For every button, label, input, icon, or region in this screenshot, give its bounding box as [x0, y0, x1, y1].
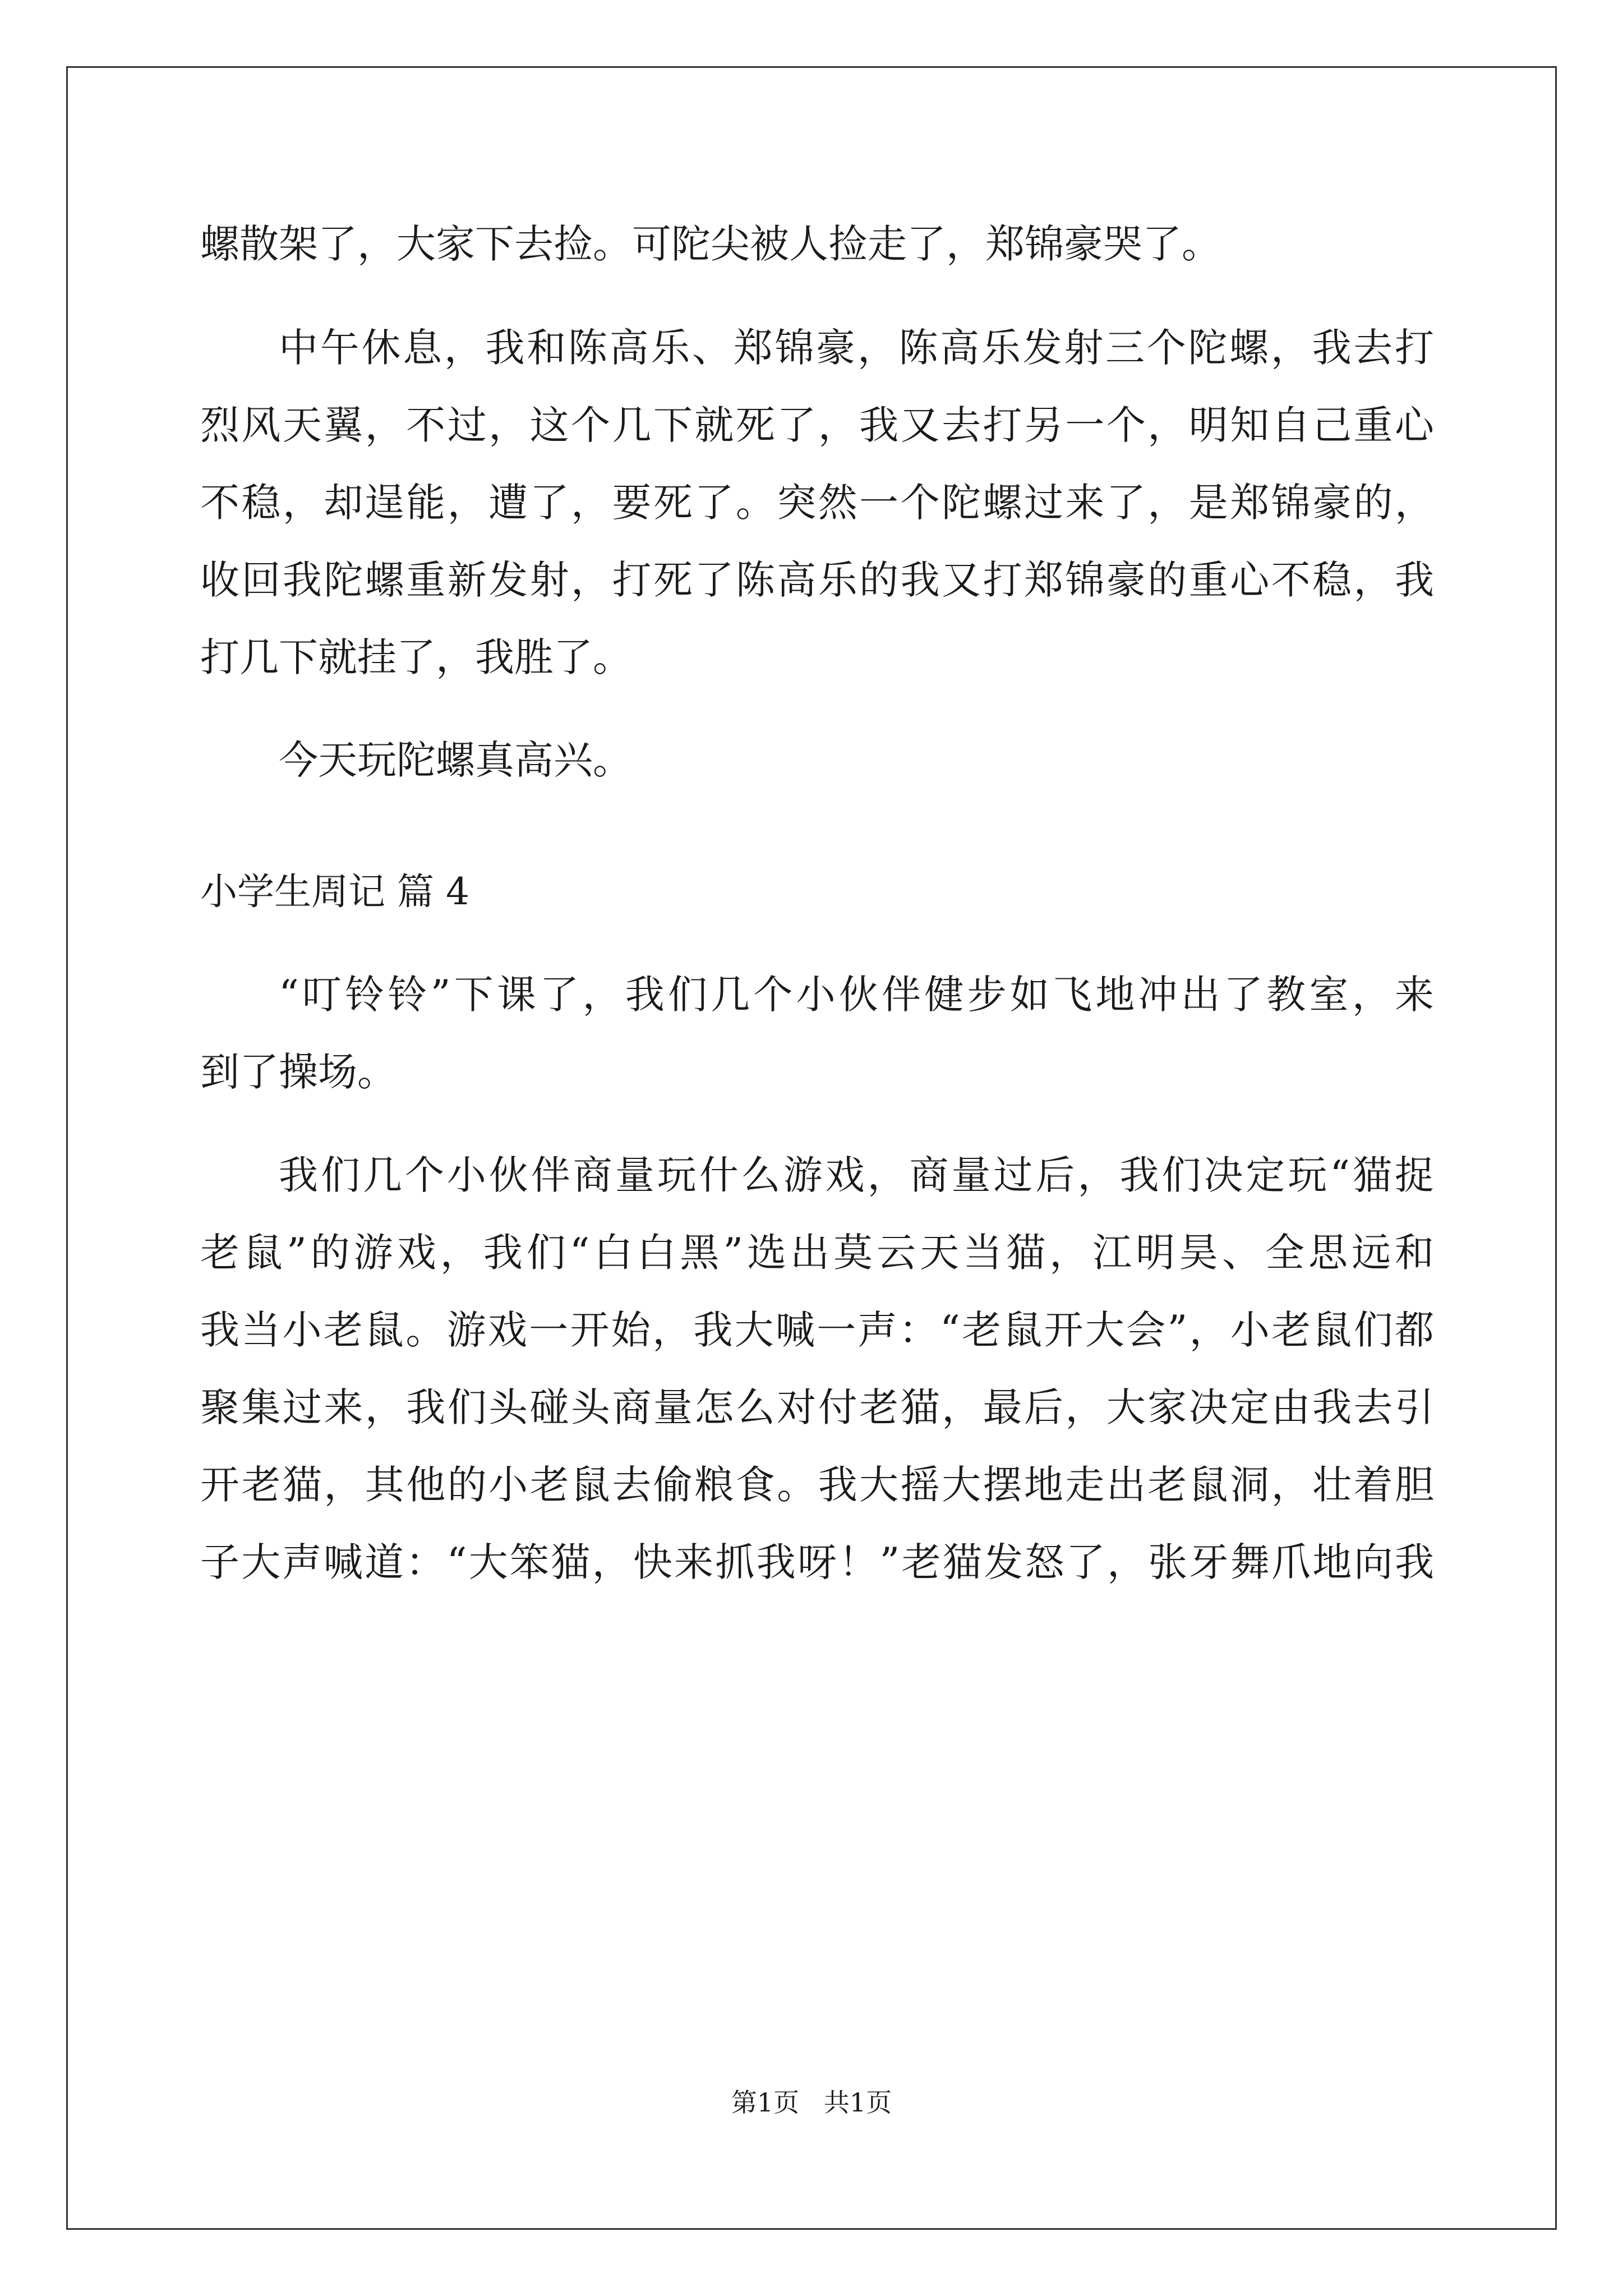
paragraph-line: 螺散架了，大家下去捡。可陀尖被人捡走了，郑锦豪哭了。 — [200, 221, 1221, 267]
paragraph-line: “叮铃铃”下课了，我们几个小伙伴健步如飞地冲出了教室，来 — [279, 972, 1434, 1018]
paragraph-line: 聚集过来，我们头碰头商量怎么对付老猫，最后，大家决定由我去引 — [200, 1384, 1434, 1430]
paragraph-line: 打几下就挂了，我胜了。 — [200, 634, 632, 680]
paragraph-line: 开老猫，其他的小老鼠去偷粮食。我大摇大摆地走出老鼠洞，壮着胆 — [200, 1462, 1434, 1508]
page-footer: 第1页 共1页 — [731, 2087, 892, 2118]
paragraph-line: 今天玩陀螺真高兴。 — [279, 737, 632, 783]
paragraph-line: 我们几个小伙伴商量玩什么游戏，商量过后，我们决定玩“猫捉 — [279, 1152, 1434, 1198]
paragraph-line: 到了操场。 — [200, 1049, 396, 1095]
paragraph-line: 子大声喊道：“大笨猫，快来抓我呀！”老猫发怒了，张牙舞爪地向我 — [200, 1539, 1434, 1585]
paragraph-line: 收回我陀螺重新发射，打死了陈高乐的我又打郑锦豪的重心不稳，我 — [200, 557, 1434, 603]
paragraph-line: 中午休息，我和陈高乐、郑锦豪，陈高乐发射三个陀螺，我去打 — [279, 325, 1434, 371]
paragraph-line: 不稳，却逞能，遭了，要死了。突然一个陀螺过来了，是郑锦豪的， — [200, 480, 1434, 526]
paragraph-line: 我当小老鼠。游戏一开始，我大喊一声：“老鼠开大会”，小老鼠们都 — [200, 1307, 1434, 1353]
paragraph-line: 老鼠”的游戏，我们“白白黑”选出莫云天当猫，江明昊、全思远和 — [200, 1230, 1434, 1276]
section-heading: 小学生周记 篇 4 — [200, 870, 469, 913]
paragraph-line: 烈风天翼，不过，这个几下就死了，我又去打另一个，明知自己重心 — [200, 402, 1434, 448]
